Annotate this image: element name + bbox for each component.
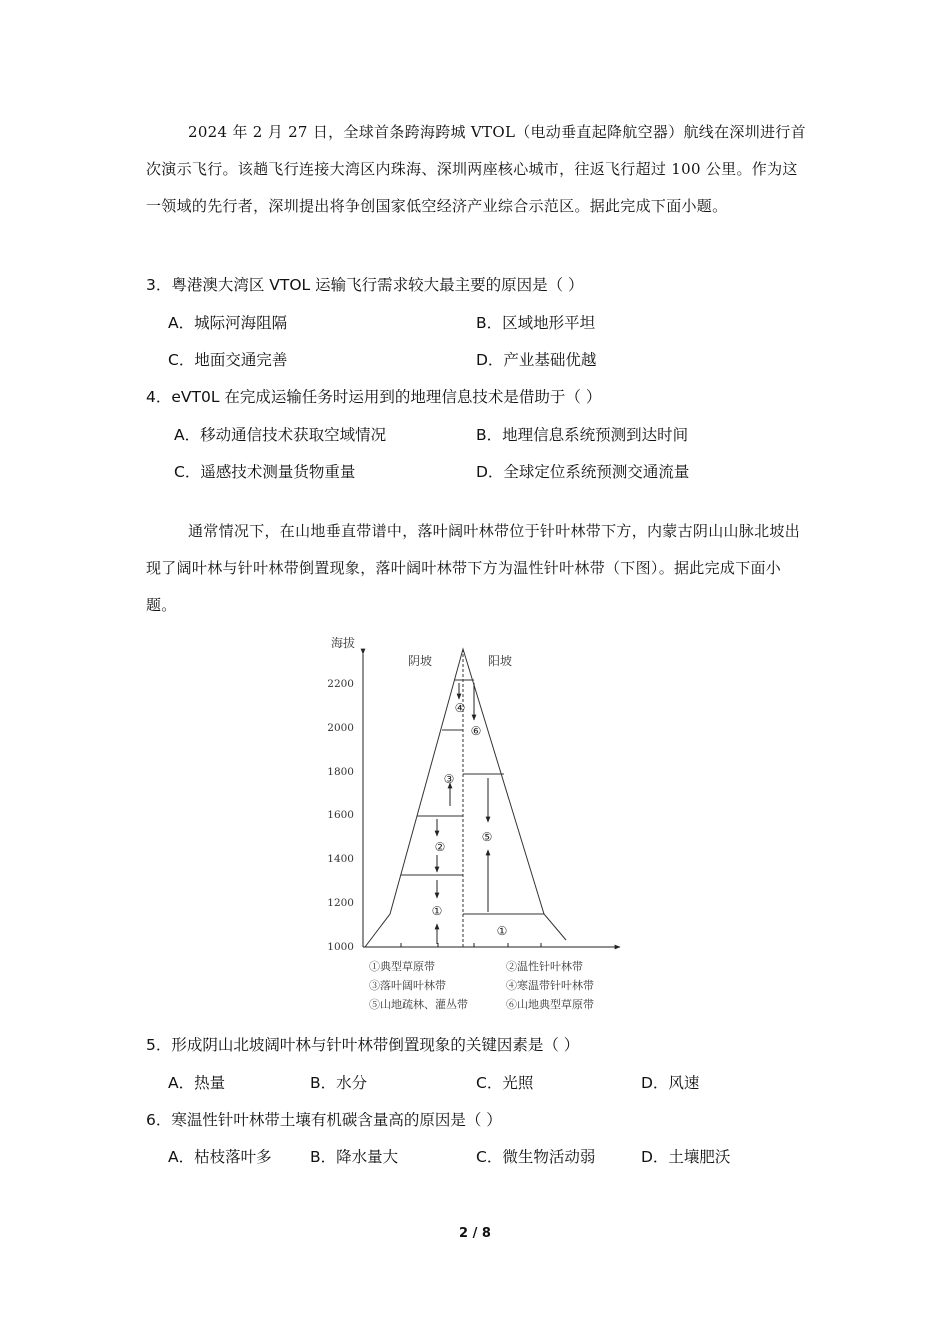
- q6-option-c[interactable]: C．微生物活动弱: [476, 1148, 596, 1166]
- tick-1800: 1800: [327, 766, 354, 778]
- q4-option-b[interactable]: B．地理信息系统预测到达时间: [476, 426, 689, 444]
- zone-label-3: ③: [443, 772, 455, 786]
- legend-6: ⑥山地典型草原带: [506, 998, 594, 1011]
- vertical-zonation-diagram: [320, 628, 630, 1020]
- q3-option-b[interactable]: B．区域地形平坦: [476, 314, 596, 332]
- tick-2200: 2200: [327, 678, 354, 690]
- q3-option-c[interactable]: C．地面交通完善: [168, 351, 288, 369]
- zone-label-6: ⑥: [470, 724, 482, 738]
- q5-option-b[interactable]: B．水分: [310, 1074, 368, 1092]
- page-number: 2 / 8: [459, 1226, 491, 1241]
- zone-label-4: ④: [454, 701, 466, 715]
- q5-option-c[interactable]: C．光照: [476, 1074, 534, 1092]
- zone-label-2: ②: [434, 840, 446, 854]
- q4-option-c[interactable]: C．遥感技术测量货物重量: [174, 463, 356, 481]
- sunny-slope-label: 阳坡: [488, 654, 513, 668]
- tick-1200: 1200: [327, 897, 354, 909]
- q6-option-d[interactable]: D．土壤肥沃: [641, 1148, 731, 1166]
- q3-option-a[interactable]: A．城际河海阻隔: [168, 314, 288, 332]
- legend-4: ④寒温带针叶林带: [506, 979, 594, 992]
- question-5-stem: 5．形成阴山北坡阔叶林与针叶林带倒置现象的关键因素是（ ）: [146, 1036, 580, 1054]
- tick-1600: 1600: [327, 809, 354, 821]
- y-axis-label: 海拔: [331, 636, 356, 650]
- question-6-stem: 6．寒温性针叶林带土壤有机碳含量高的原因是（ ）: [146, 1111, 502, 1129]
- legend-5: ⑤山地疏林、灌丛带: [369, 998, 468, 1011]
- q5-option-d[interactable]: D．风速: [641, 1074, 700, 1092]
- legend-1: ①典型草原带: [369, 960, 435, 973]
- q4-option-a[interactable]: A．移动通信技术获取空域情况: [174, 426, 387, 444]
- passage-yinshan: 通常情况下，在山地垂直带谱中，落叶阔叶林带位于针叶林带下方，内蒙古阴山山脉北坡出现了阔叶林与针叶林带倒置现象，落叶阔叶林带下方为温性针叶林带（下图）。据此完成下面小题。: [146, 522, 801, 614]
- q5-option-a[interactable]: A．热量: [168, 1074, 226, 1092]
- legend-3: ③落叶阔叶林带: [369, 979, 446, 992]
- tick-2000: 2000: [327, 722, 354, 734]
- zone-label-1-left: ①: [431, 904, 443, 918]
- passage-vtol: 2024 年 2 月 27 日，全球首条跨海跨城 VTOL（电动垂直起降航空器）航线在深圳进行首次演示飞行。该趟飞行连接大湾区内珠海、深圳两座核心城市，往返飞行超过 100 公里。作为这一领域的先行者，深圳提出将争创国家低空经济产业综合示范区。据此完成下面小题。: [146, 123, 806, 215]
- q4-option-d[interactable]: D．全球定位系统预测交通流量: [476, 463, 690, 481]
- tick-1000: 1000: [327, 941, 354, 953]
- zone-label-1-right: ①: [496, 924, 508, 938]
- zone-label-5: ⑤: [481, 830, 493, 844]
- q6-option-b[interactable]: B．降水量大: [310, 1148, 399, 1166]
- q6-option-a[interactable]: A．枯枝落叶多: [168, 1148, 272, 1166]
- tick-1400: 1400: [327, 853, 354, 865]
- mountain-profile: [365, 649, 566, 947]
- shady-slope-label: 阴坡: [408, 654, 433, 668]
- question-3-stem: 3．粤港澳大湾区 VTOL 运输飞行需求较大最主要的原因是（ ）: [146, 276, 584, 294]
- legend-2: ②温性针叶林带: [506, 960, 583, 973]
- q3-option-d[interactable]: D．产业基础优越: [476, 351, 597, 369]
- question-4-stem: 4．eVT0L 在完成运输任务时运用到的地理信息技术是借助于（ ）: [146, 388, 602, 406]
